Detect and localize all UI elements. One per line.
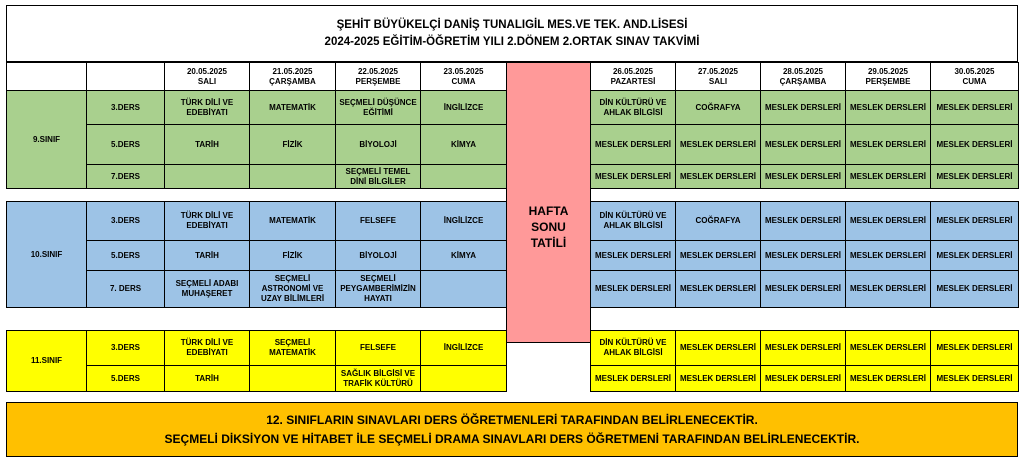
exam-cell: MESLEK DERSLERİ: [845, 330, 931, 366]
exam-cell: COĞRAFYA: [675, 90, 761, 125]
header-day-1: [164, 62, 250, 91]
header-day-5: [590, 62, 676, 91]
exam-cell: KİMYA: [420, 124, 507, 165]
exam-cell: COĞRAFYA: [675, 201, 761, 241]
exam-cell: MESLEK DERSLERİ: [590, 240, 676, 271]
exam-cell: İNGİLİZCE: [420, 90, 507, 125]
title-block: [6, 5, 1018, 62]
exam-cell: MESLEK DERSLERİ: [930, 201, 1019, 241]
exam-cell: BİYOLOJİ: [335, 240, 421, 271]
exam-cell: SEÇMELİ DÜŞÜNCE EĞİTİMİ: [335, 90, 421, 125]
grade-label-3: 11.SINIF: [6, 330, 87, 392]
period-label: 3.DERS: [86, 201, 165, 241]
schedule-title: 2024-2025 EĞİTİM-ÖĞRETİM YILI 2.DÖNEM 2.ORTAK SINAV TAKVİMİ: [324, 35, 700, 48]
exam-cell: MESLEK DERSLERİ: [760, 240, 846, 271]
exam-cell: MESLEK DERSLERİ: [845, 124, 931, 165]
header-date: 22.05.2025: [357, 66, 399, 76]
header-date: 28.05.2025: [782, 66, 824, 76]
exam-cell: SEÇMELİ TEMEL DİNİ BİLGİLER: [335, 164, 421, 189]
exam-cell: MESLEK DERSLERİ: [845, 90, 931, 125]
exam-cell: MESLEK DERSLERİ: [760, 270, 846, 308]
exam-cell: MESLEK DERSLERİ: [845, 164, 931, 189]
header-weekday: ÇARŞAMBA: [269, 76, 316, 86]
exam-cell: MESLEK DERSLERİ: [845, 365, 931, 392]
footer-line-2: SEÇMELİ DİKSİYON VE HİTABET İLE SEÇMELİ DRAMA SINAVLARI DERS ÖĞRETMENİ TARAFINDAN BELİRLENECEKTİR.: [164, 431, 860, 446]
exam-cell: MESLEK DERSLERİ: [675, 330, 761, 366]
exam-cell: [420, 270, 507, 308]
footer-note: [6, 402, 1018, 457]
exam-cell: MESLEK DERSLERİ: [760, 124, 846, 165]
exam-cell: İNGİLİZCE: [420, 201, 507, 241]
exam-cell: MESLEK DERSLERİ: [760, 201, 846, 241]
exam-cell: MESLEK DERSLERİ: [930, 90, 1019, 125]
exam-cell: [420, 365, 507, 392]
exam-cell: MESLEK DERSLERİ: [590, 365, 676, 392]
exam-cell: MESLEK DERSLERİ: [760, 90, 846, 125]
header-blank-1: [6, 62, 87, 91]
exam-cell: [164, 164, 250, 189]
exam-cell: SEÇMELİ MATEMATİK: [249, 330, 336, 366]
header-day-9: [930, 62, 1019, 91]
header-weekday: PERŞEMBE: [355, 76, 401, 86]
exam-cell: MESLEK DERSLERİ: [930, 124, 1019, 165]
header-weekday: CUMA: [962, 76, 987, 86]
grade-label-1: 9.SINIF: [6, 90, 87, 189]
exam-cell: SEÇMELİ ADABI MUHAŞERET: [164, 270, 250, 308]
exam-cell: MESLEK DERSLERİ: [930, 330, 1019, 366]
exam-cell: MESLEK DERSLERİ: [675, 270, 761, 308]
exam-cell: SEÇMELİ ASTRONOMİ VE UZAY BİLİMLERİ: [249, 270, 336, 308]
exam-cell: MESLEK DERSLERİ: [675, 124, 761, 165]
exam-cell: KİMYA: [420, 240, 507, 271]
header-date: 29.05.2025: [867, 66, 909, 76]
exam-cell: TÜRK DİLİ VE EDEBİYATI: [164, 90, 250, 125]
weekend-block: HAFTA SONU TATİLİ: [506, 62, 591, 343]
header-weekday: PERŞEMBE: [865, 76, 911, 86]
school-name: ŞEHİT BÜYÜKELÇİ DANİŞ TUNALIGİL MES.VE TEK. AND.LİSESİ: [336, 18, 688, 31]
period-label: 7. DERS: [86, 270, 165, 308]
exam-cell: SEÇMELİ PEYGAMBERİMİZİN HAYATI: [335, 270, 421, 308]
period-label: 5.DERS: [86, 365, 165, 392]
header-weekday: PAZARTESİ: [610, 76, 656, 86]
exam-cell: MESLEK DERSLERİ: [760, 365, 846, 392]
header-day-3: [335, 62, 421, 91]
header-day-4: [420, 62, 507, 91]
header-date: 27.05.2025: [697, 66, 739, 76]
exam-cell: MESLEK DERSLERİ: [930, 164, 1019, 189]
exam-cell: DİN KÜLTÜRÜ VE AHLAK BİLGİSİ: [590, 330, 676, 366]
exam-cell: MESLEK DERSLERİ: [590, 124, 676, 165]
header-weekday: CUMA: [451, 76, 476, 86]
exam-cell: TARİH: [164, 240, 250, 271]
exam-cell: MATEMATİK: [249, 201, 336, 241]
header-date: 20.05.2025: [186, 66, 228, 76]
exam-cell: MATEMATİK: [249, 90, 336, 125]
exam-cell: DİN KÜLTÜRÜ VE AHLAK BİLGİSİ: [590, 201, 676, 241]
exam-cell: FELSEFE: [335, 201, 421, 241]
header-day-8: [845, 62, 931, 91]
exam-cell: TÜRK DİLİ VE EDEBİYATI: [164, 201, 250, 241]
period-label: 7.DERS: [86, 164, 165, 189]
exam-cell: MESLEK DERSLERİ: [845, 201, 931, 241]
period-label: 3.DERS: [86, 330, 165, 366]
exam-cell: MESLEK DERSLERİ: [845, 270, 931, 308]
header-date: 26.05.2025: [612, 66, 654, 76]
exam-cell: [420, 164, 507, 189]
header-weekday: SALI: [708, 76, 728, 86]
exam-cell: MESLEK DERSLERİ: [590, 164, 676, 189]
exam-cell: MESLEK DERSLERİ: [845, 240, 931, 271]
exam-cell: BİYOLOJİ: [335, 124, 421, 165]
header-date: 21.05.2025: [272, 66, 313, 76]
exam-cell: TARİH: [164, 124, 250, 165]
exam-cell: TARİH: [164, 365, 250, 392]
header-day-7: [760, 62, 846, 91]
exam-cell: MESLEK DERSLERİ: [760, 330, 846, 366]
header-date: 23.05.2025: [443, 66, 484, 76]
exam-cell: DİN KÜLTÜRÜ VE AHLAK BİLGİSİ: [590, 90, 676, 125]
footer-line-1: 12. SINIFLARIN SINAVLARI DERS ÖĞRETMENLERİ TARAFINDAN BELİRLENECEKTİR.: [266, 412, 758, 427]
exam-cell: FELSEFE: [335, 330, 421, 366]
exam-cell: İNGİLİZCE: [420, 330, 507, 366]
header-day-2: [249, 62, 336, 91]
exam-cell: [249, 365, 336, 392]
period-label: 5.DERS: [86, 124, 165, 165]
exam-cell: FİZİK: [249, 240, 336, 271]
exam-cell: MESLEK DERSLERİ: [930, 365, 1019, 392]
exam-cell: TÜRK DİLİ VE EDEBİYATI: [164, 330, 250, 366]
exam-cell: MESLEK DERSLERİ: [590, 270, 676, 308]
exam-cell: [249, 164, 336, 189]
exam-cell: MESLEK DERSLERİ: [675, 240, 761, 271]
period-label: 5.DERS: [86, 240, 165, 271]
header-weekday: ÇARŞAMBA: [779, 76, 827, 86]
header-day-6: [675, 62, 761, 91]
exam-cell: MESLEK DERSLERİ: [930, 270, 1019, 308]
period-label: 3.DERS: [86, 90, 165, 125]
exam-cell: MESLEK DERSLERİ: [675, 164, 761, 189]
header-blank-2: [86, 62, 165, 91]
header-weekday: SALI: [197, 76, 217, 86]
exam-cell: MESLEK DERSLERİ: [675, 365, 761, 392]
exam-cell: MESLEK DERSLERİ: [930, 240, 1019, 271]
header-date: 30.05.2025: [954, 66, 995, 76]
grade-label-2: 10.SINIF: [6, 201, 87, 308]
exam-cell: FİZİK: [249, 124, 336, 165]
exam-cell: SAĞLIK BİLGİSİ VE TRAFİK KÜLTÜRÜ: [335, 365, 421, 392]
exam-cell: MESLEK DERSLERİ: [760, 164, 846, 189]
